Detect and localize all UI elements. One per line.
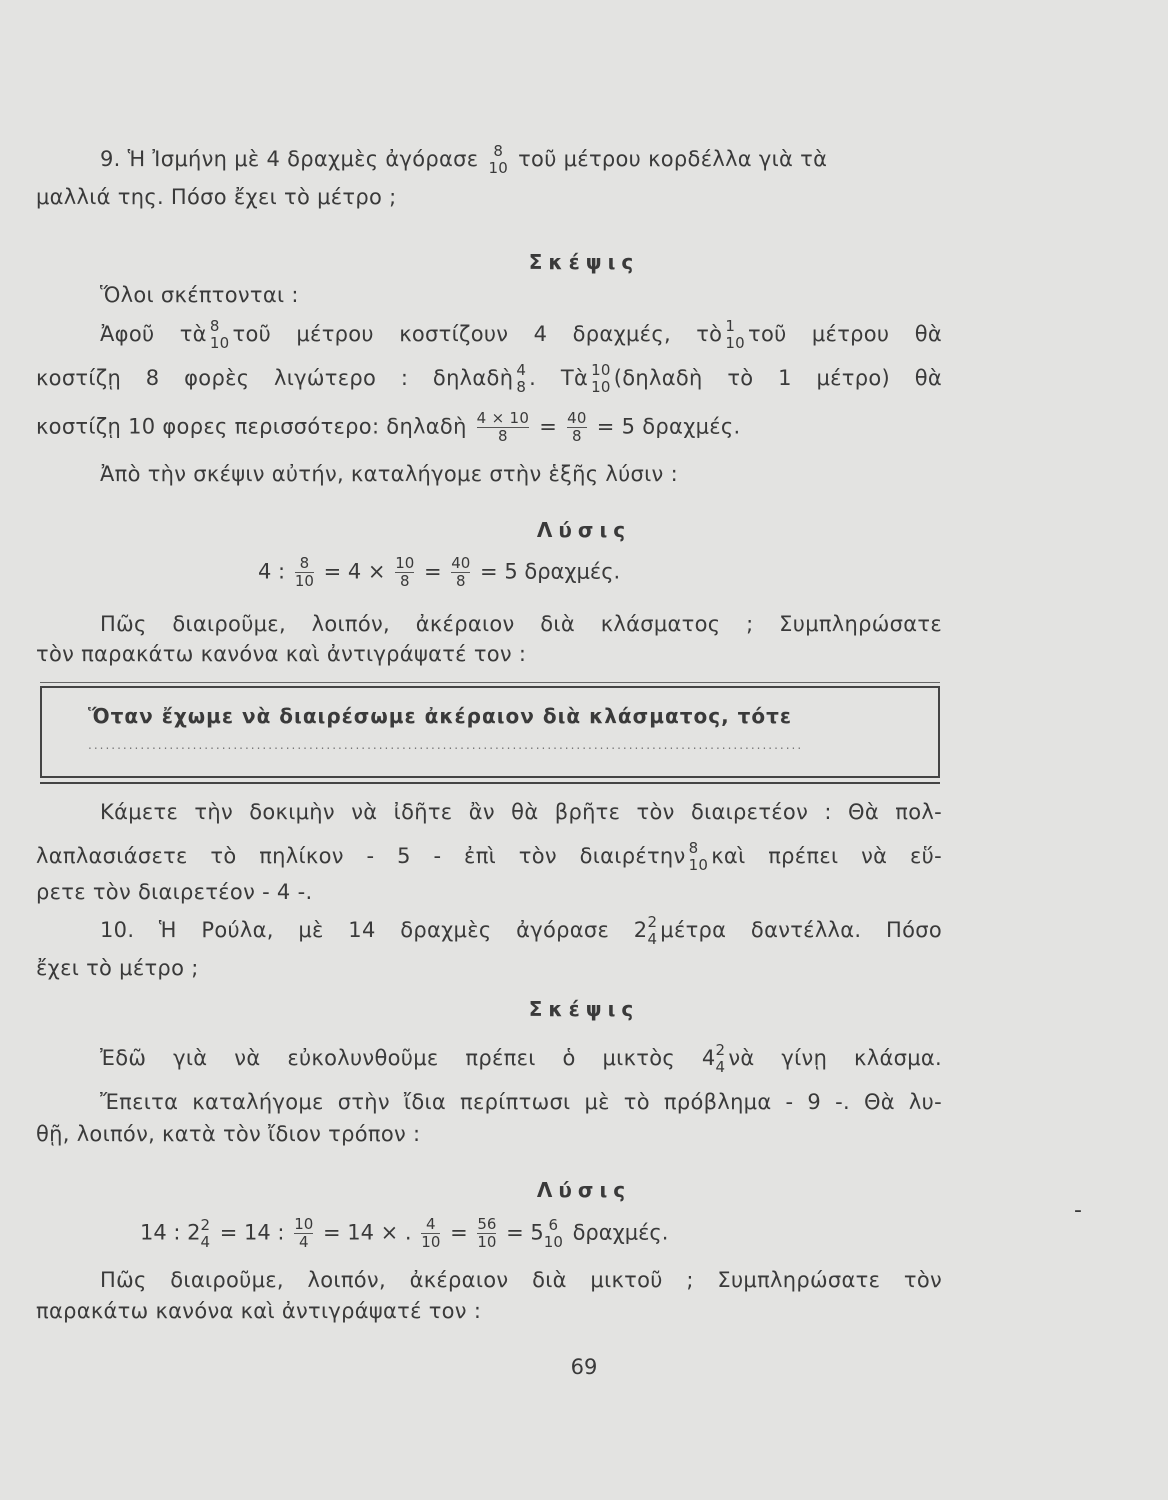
text: = 5 δραχμές. bbox=[596, 414, 741, 439]
page-number: 69 bbox=[570, 1355, 598, 1379]
skepsis-line: Ἔπειτα καταλήγομε στὴν ἴδια περίπτωσι μὲ τὸ πρόβλημα - 9 -. Θὰ λυ- bbox=[100, 1090, 942, 1114]
text: μέτρα δαντέλλα. Πόσο bbox=[660, 918, 943, 942]
fraction: 10 10 bbox=[591, 361, 611, 396]
text: Ἀφοῦ τὰ bbox=[100, 322, 207, 346]
fraction: 2 4 bbox=[715, 1041, 726, 1076]
text: = 5 δραχμές. bbox=[480, 559, 621, 584]
divider bbox=[40, 682, 940, 683]
skepsis-line bbox=[36, 410, 741, 445]
text: τοῦ μέτρου κορδέλλα γιὰ τὰ bbox=[518, 147, 828, 171]
problem-10-question: ἔχει τὸ μέτρο ; bbox=[36, 956, 199, 980]
divider bbox=[40, 782, 940, 784]
question-line: παρακάτω κανόνα καὶ ἀντιγράψατέ τον : bbox=[36, 1299, 482, 1323]
fraction: $\frac{40}{8}$ bbox=[567, 409, 587, 445]
question-line: τὸν παρακάτω κανόνα καὶ ἀντιγράψατέ τον : bbox=[36, 642, 527, 666]
text: . Τὰ bbox=[529, 366, 589, 390]
check-line: ρετε τὸν διαιρετέον - 4 -. bbox=[36, 880, 313, 904]
text: = 4 × bbox=[323, 559, 386, 584]
fraction: $\frac{40}{8}$ bbox=[451, 554, 471, 590]
text: = 5 bbox=[506, 1220, 544, 1245]
check-line: Κάμετε τὴν δοκιμὴν νὰ ἰδῆτε ἂν θὰ βρῆτε τὸν διαιρετέον : Θὰ πολ- bbox=[100, 800, 942, 824]
solution-equation bbox=[258, 555, 620, 590]
text: 9. Ἡ Ἰσμήνη μὲ 4 δραχμὲς ἀγόρασε bbox=[100, 147, 479, 171]
section-heading-lysis: Λύσις bbox=[536, 1178, 632, 1202]
problem-10-statement bbox=[100, 914, 942, 948]
text: = bbox=[539, 414, 558, 439]
text: κοστίζῃ 8 φορὲς λιγώτερο : δηλαδὴ bbox=[36, 366, 514, 390]
fraction: $\frac{4 \times 10}{8}$ bbox=[476, 409, 530, 445]
fraction: 8 10 bbox=[209, 317, 230, 352]
fill-in-blank: ........................................................................................................................... bbox=[88, 738, 804, 752]
text: καὶ πρέπει νὰ εὕ- bbox=[711, 844, 942, 868]
margin-mark: - bbox=[1074, 1198, 1082, 1223]
text: λαπλασιάσετε τὸ πηλίκον - 5 - ἐπὶ τὸν διαιρέτην bbox=[36, 844, 686, 868]
text: κοστίζῃ 10 φορες περισσότερο: δηλαδὴ bbox=[36, 414, 467, 439]
fraction: 8 10 bbox=[488, 142, 509, 177]
check-line bbox=[36, 840, 942, 874]
skepsis-line: θῇ, λοιπόν, κατὰ τὸν ἴδιον τρόπον : bbox=[36, 1122, 421, 1146]
text: = 14 × . bbox=[322, 1220, 412, 1245]
text: = bbox=[423, 559, 442, 584]
text: (δηλαδὴ τὸ 1 μέτρο) θὰ bbox=[613, 366, 942, 390]
text: 10. Ἡ Ρούλα, μὲ 14 δραχμὲς ἀγόρασε 2 bbox=[100, 918, 648, 942]
question-line: Πῶς διαιροῦμε, λοιπόν, ἀκέραιον διὰ μικτοῦ ; Συμπληρώσατε τὸν bbox=[100, 1268, 942, 1292]
fraction: $\frac{4}{10}$ bbox=[421, 1215, 441, 1251]
section-heading-skepsis: Σκέψις bbox=[528, 997, 640, 1021]
section-heading-lysis: Λύσις bbox=[536, 518, 632, 542]
solution-equation bbox=[140, 1216, 668, 1251]
fraction: 8 10 bbox=[688, 839, 709, 874]
fraction: $\frac{10}{8}$ bbox=[395, 554, 415, 590]
skepsis-line: Ὅλοι σκέπτονται : bbox=[100, 283, 299, 307]
text: νὰ γίνῃ κλάσμα. bbox=[728, 1046, 942, 1070]
text: = bbox=[450, 1220, 468, 1245]
text: = 14 : bbox=[219, 1220, 285, 1245]
section-heading-skepsis: Σκέψις bbox=[528, 250, 640, 274]
text: Ἐδῶ γιὰ νὰ εὐκολυνθοῦμε πρέπει ὁ μικτὸς 4 bbox=[100, 1046, 716, 1070]
fraction: $\frac{56}{10}$ bbox=[477, 1215, 497, 1251]
problem-9-question: μαλλιά της. Πόσο ἔχει τὸ μέτρο ; bbox=[36, 185, 397, 209]
skepsis-line bbox=[100, 1042, 942, 1076]
fraction: $\frac{10}{4}$ bbox=[294, 1215, 314, 1251]
problem-9-statement bbox=[100, 143, 827, 177]
rule-text: Ὅταν ἔχωμε νὰ διαιρέσωμε ἀκέραιον διὰ κλάσματος, τότε bbox=[88, 704, 793, 728]
text: τοῦ μέτρου θὰ bbox=[748, 322, 942, 346]
fraction: 6 10 bbox=[543, 1215, 563, 1251]
fraction: 4 8 bbox=[516, 361, 527, 396]
skepsis-line bbox=[36, 362, 942, 396]
text: δραχμές. bbox=[572, 1220, 669, 1245]
text: τοῦ μέτρου κοστίζουν 4 δραχμές, τὸ bbox=[232, 322, 723, 346]
text: 14 : 2 bbox=[140, 1220, 201, 1245]
fraction: $\frac{8}{10}$ bbox=[294, 554, 314, 590]
fraction: 2 4 bbox=[647, 913, 658, 948]
skepsis-line bbox=[100, 318, 942, 352]
fraction: 2 4 bbox=[200, 1215, 211, 1251]
text: 4 : bbox=[258, 559, 286, 584]
fraction: 1 10 bbox=[725, 317, 746, 352]
rule-box bbox=[40, 686, 940, 778]
question-line: Πῶς διαιροῦμε, λοιπόν, ἀκέραιον διὰ κλάσματος ; Συμπληρώσατε bbox=[100, 612, 942, 636]
skepsis-line: Ἀπὸ τὴν σκέψιν αὐτήν, καταλήγομε στὴν ἑξῆς λύσιν : bbox=[100, 462, 678, 486]
